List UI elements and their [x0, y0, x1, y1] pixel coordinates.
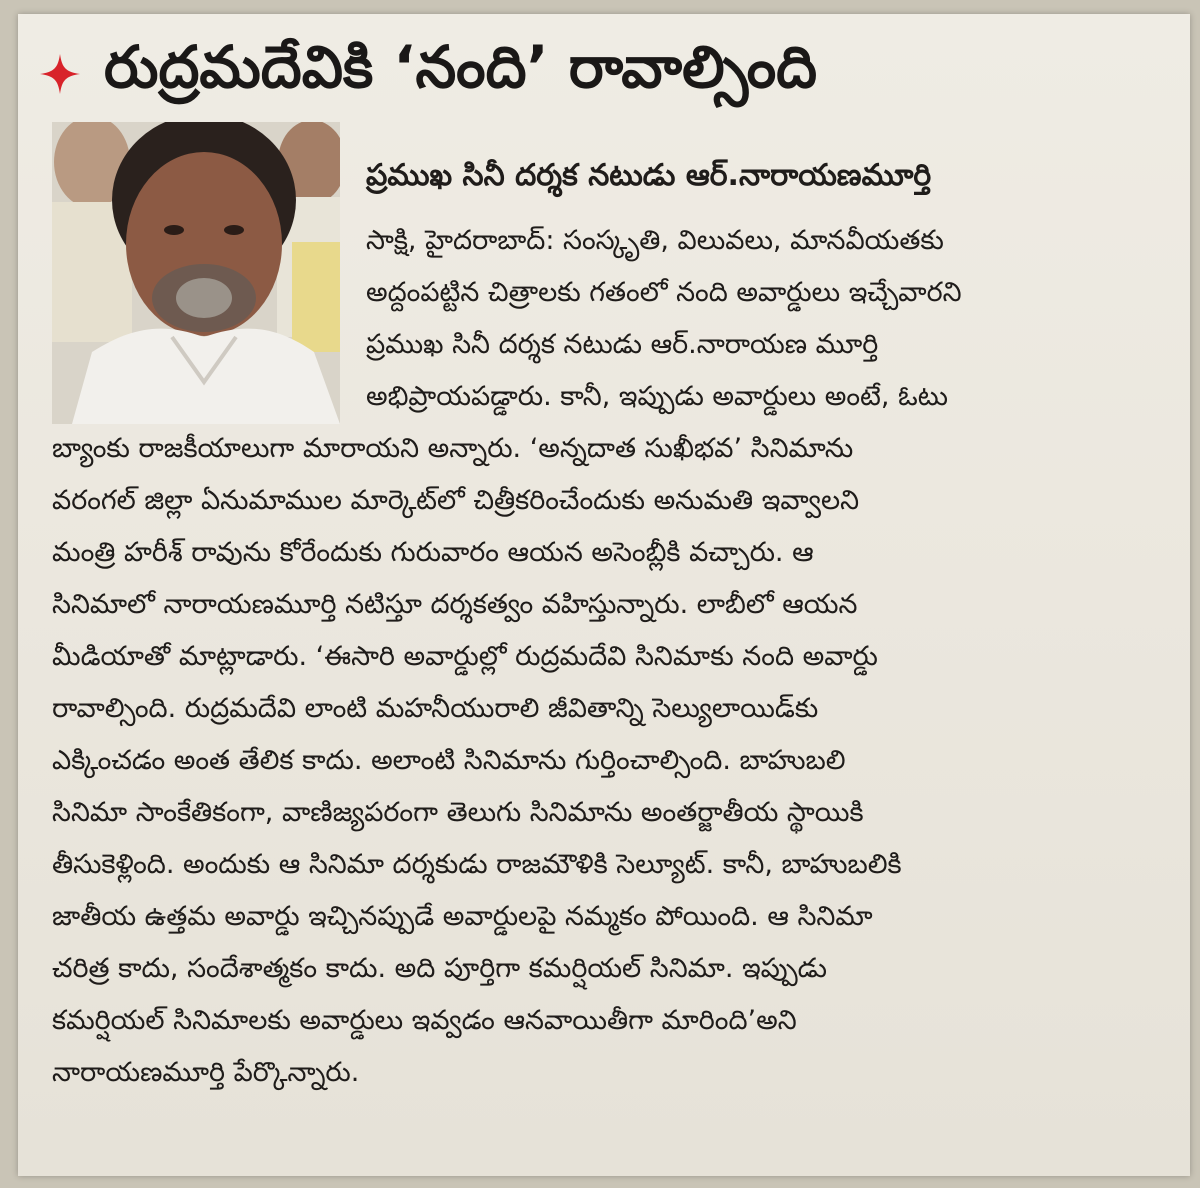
body-line: చరిత్ర కాదు, సందేశాత్మకం కాదు. అది పూర్తిగా కమర్షియల్ సినిమా. ఇప్పుడు	[52, 953, 827, 984]
body-line: అద్దంపట్టిన చిత్రాలకు గతంలో నంది అవార్డులు ఇచ్చేవారని	[366, 277, 962, 308]
body-line: అభిప్రాయపడ్డారు. కానీ, ఇప్పుడు అవార్డులు అంటే, ఓటు	[366, 381, 948, 412]
body-line: వరంగల్ జిల్లా ఏనుమాముల మార్కెట్‌లో చిత్రీకరించేందుకు అనుమతి ఇవ్వాలని	[52, 485, 860, 516]
subheadline: ప్రముఖ సినీ దర్శక నటుడు ఆర్.నారాయణమూర్తి	[366, 158, 932, 193]
body-line: మీడియాతో మాట్లాడారు. ‘ఈసారి అవార్డుల్లో రుద్రమదేవి సినిమాకు నంది అవార్డు	[52, 641, 878, 672]
body-line: బ్యాంకు రాజకీయాలుగా మారాయని అన్నారు. ‘అన్నదాత సుఖీభవ’ సినిమాను	[52, 433, 854, 464]
body-line: ఎక్కించడం అంత తేలిక కాదు. అలాంటి సినిమాను గుర్తించాల్సింది. బాహుబలి	[52, 745, 846, 776]
newspaper-clipping	[18, 14, 1190, 1176]
headline-row	[40, 24, 817, 124]
body-line: ప్రముఖ సినీ దర్శక నటుడు ఆర్.నారాయణ మూర్తి	[366, 329, 879, 360]
headline: రుద్రమదేవికి ‘నంది’ రావాల్సింది	[104, 32, 818, 101]
body-line: సినిమాలో నారాయణమూర్తి నటిస్తూ దర్శకత్వం వహిస్తున్నారు. లాబీలో ఆయన	[52, 589, 858, 620]
person-photo-image	[52, 122, 340, 424]
four-point-star-icon	[40, 54, 80, 94]
body-line: జాతీయ ఉత్తమ అవార్డు ఇచ్చినప్పుడే అవార్డులపై నమ్మకం పోయింది. ఆ సినిమా	[52, 901, 873, 932]
body-line: మంత్రి హరీశ్ రావును కోరేందుకు గురువారం ఆయన అసెంబ్లీకి వచ్చారు. ఆ	[52, 537, 814, 568]
body-line: తీసుకెళ్లింది. అందుకు ఆ సినిమా దర్శకుడు రాజమౌళికి సెల్యూట్. కానీ, బాహుబలికి	[52, 849, 902, 880]
body-line: సినిమా సాంకేతికంగా, వాణిజ్యపరంగా తెలుగు సినిమాను అంతర్జాతీయ స్థాయికి	[52, 797, 864, 828]
body-line: రావాల్సింది. రుద్రమదేవి లాంటి మహనీయురాలి జీవితాన్ని సెల్యులాయిడ్‌కు	[52, 693, 819, 724]
body-line: నారాయణమూర్తి పేర్కొన్నారు.	[52, 1057, 360, 1088]
body-line: సాక్షి, హైదరాబాద్: సంస్కృతి, విలువలు, మానవీయతకు	[366, 225, 944, 256]
body-line: కమర్షియల్ సినిమాలకు అవార్డులు ఇవ్వడం ఆనవాయితీగా మారింది’అని	[52, 1005, 797, 1036]
article-photo	[52, 122, 340, 424]
